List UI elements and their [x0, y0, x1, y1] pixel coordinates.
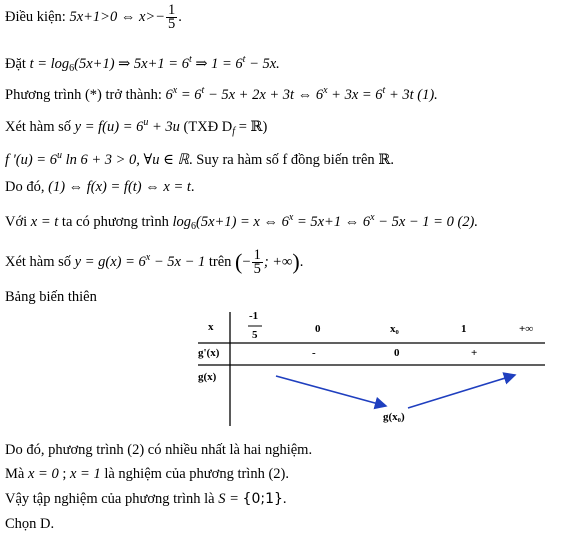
table-x-value: +∞ [519, 323, 534, 335]
math: − 5x. [245, 56, 280, 72]
math: 6 [165, 87, 173, 103]
math: ℝ [374, 152, 391, 168]
domain-text: (TXĐ D [179, 119, 233, 135]
math: y = f(u) = 6 [74, 119, 144, 135]
math: (5x+1) = x ⇔ 6 [196, 214, 289, 230]
label: Điều kiện: [5, 8, 66, 25]
math: (1) ⇔ f(x) = f(t) ⇔ x = t [48, 179, 191, 195]
math: t = log [29, 56, 70, 72]
subscript: f [232, 126, 236, 137]
table-gp-label: g'(x) [198, 347, 220, 359]
table-g-min: g(x₀) [383, 411, 405, 423]
numerator: 1 [167, 2, 176, 18]
exponent: t [201, 85, 205, 96]
label: Với [5, 214, 28, 230]
roots-line [5, 464, 289, 484]
label: Đặt [5, 56, 26, 72]
exponent: t [242, 54, 246, 65]
math: y = g(x) = 6 [74, 254, 146, 270]
table-x-value: 0 [315, 323, 321, 335]
table-gp-zero: 0 [394, 347, 400, 359]
exponent: u [56, 150, 62, 161]
punct: . [190, 179, 195, 195]
punct: . [178, 8, 182, 25]
math: = 5x+1 ⇔ 6 [293, 214, 371, 230]
math: x = t [30, 214, 59, 230]
label: Mà [5, 466, 25, 482]
math: ⇒ 1 = 6 [191, 56, 243, 72]
math: ; +∞ [263, 254, 293, 270]
close-paren: ) [292, 249, 300, 274]
math: − 5x − 1 [150, 254, 206, 270]
label: Vậy tập nghiệm của phương trình là [5, 491, 215, 507]
text: . Suy ra hàm số f đồng biến trên [189, 152, 375, 168]
exponent: x [323, 85, 328, 96]
solution-set: {0;1} [242, 491, 283, 507]
numerator: 1 [253, 247, 261, 264]
label: Do đó, [5, 179, 45, 195]
math: log [172, 214, 192, 230]
punct: . [390, 152, 394, 168]
label: Phương trình (*) trở thành: [5, 87, 162, 103]
text: Do đó, phương trình (2) có nhiều nhất là hai nghiệm. [5, 442, 313, 458]
math: S = [218, 491, 243, 507]
math: ln 6 + 3 > 0, ∀u ∈ ℝ [61, 152, 190, 168]
math: − 5x − 1 = 0 (2). [374, 214, 478, 230]
roots-count-line [5, 440, 312, 460]
decreasing-arrow [276, 376, 386, 406]
denominator: 5 [167, 16, 176, 32]
exponent: u [143, 117, 149, 128]
exponent: x [172, 85, 178, 96]
math: x = 1 [69, 466, 101, 482]
function-g-line: Xét hàm số $y = g(x) = 6^x - 5x - 1$ trên (− $\frac{1}{5}$ ; +∞). [5, 247, 304, 278]
denominator: 5 [253, 261, 261, 278]
solution-set-line [5, 489, 287, 509]
math: f '(u) = 6 [5, 152, 57, 168]
math: x = 0 [27, 466, 59, 482]
table-x-value: x₀ [390, 323, 399, 335]
label: Xét hàm số [5, 254, 72, 270]
exponent: t [188, 54, 192, 65]
punct: . [282, 491, 287, 507]
table-x-label: x [208, 321, 214, 333]
math: + 3u [148, 119, 180, 135]
exponent: t [382, 85, 386, 96]
log-base: 6 [191, 221, 197, 232]
math: + 3t (1). [385, 87, 438, 103]
separator: ; [58, 466, 70, 482]
open-paren: ( [235, 249, 243, 274]
math: + 3x = 6 [327, 87, 383, 103]
exponent: x [145, 252, 151, 263]
table-gp-sign: - [312, 347, 316, 359]
text: trên [208, 254, 232, 270]
table-x-value: 1 [461, 323, 467, 335]
text: Bảng biến thiên [5, 289, 97, 305]
answer-line [5, 514, 54, 534]
text: là nghiệm của phương trình (2). [100, 466, 289, 482]
increasing-arrow [408, 375, 515, 408]
math: (5x+1) ⇒ 5x+1 = 6 [74, 56, 189, 72]
text: Chọn D. [5, 516, 55, 532]
math: = 6 [177, 87, 202, 103]
table-g-label: g(x) [198, 371, 217, 383]
exponent: x [288, 212, 294, 223]
math: 5x+1>0 ⇔ x>− [69, 8, 165, 25]
log-base: 6 [69, 63, 75, 74]
table-x-first-den: 5 [252, 329, 258, 341]
math: − 5x + 2x + 3t ⇔ 6 [204, 87, 324, 103]
text: ta có phương trình [61, 214, 169, 230]
math: = ℝ) [235, 119, 268, 135]
exponent: x [370, 212, 375, 223]
table-gp-sign: + [471, 347, 478, 359]
punct: . [299, 254, 304, 270]
table-x-first-num: -1 [249, 310, 259, 322]
label: Xét hàm số [5, 119, 72, 135]
